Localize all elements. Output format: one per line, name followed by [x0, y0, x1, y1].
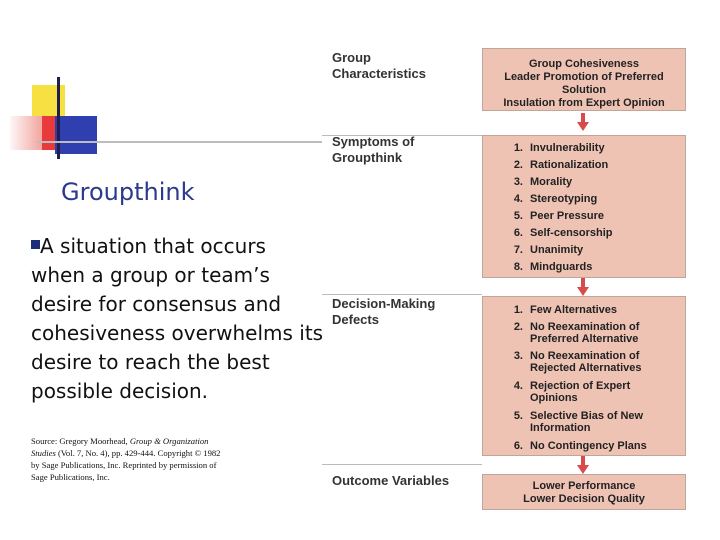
logo-blue-square	[55, 116, 97, 154]
slide-title: Groupthink	[61, 178, 195, 206]
title-divider-line	[37, 141, 322, 143]
body-text: A situation that occurs when a group or team’s desire for consensus and cohesiveness overwhelms its desire to reach the best possible decision.	[31, 234, 324, 403]
symptoms-box: 1. Invulnerability 2. Rationalization 3. Morality 4. Stereotyping 5. Peer Pressure 6. Self-censorship 7. Unanimity 8. Mindguards	[482, 135, 686, 278]
separator-line	[322, 294, 482, 295]
decision-defects-box: 1. Few Alternatives 2. No Reexamination of Preferred Alternative 3. No Reexamination of Rejected Alternatives 4. Rejection of Expert Opinions 5. Selective Bias of New Information 6. No Contingency Plans	[482, 296, 686, 456]
stage-label-decision-defects: Decision-Making Defects	[332, 296, 436, 327]
stage-label-group-characteristics: Group Characteristics	[332, 50, 426, 81]
separator-line	[322, 464, 482, 465]
source-citation: Source: Gregory Moorhead, Group & Organization Studies (Vol. 7, No. 4), pp. 429-444. Copyright © 1982 by Sage Publications, Inc. Reprinted by permission of Sage Publications, Inc.	[31, 436, 221, 482]
flow-arrow-icon	[577, 278, 589, 296]
list-item: Group Cohesiveness	[528, 58, 640, 70]
list-item: Insulation from Expert Opinion	[503, 97, 665, 109]
logo-red-square	[42, 116, 55, 150]
logo-gradient	[10, 116, 40, 150]
slide-body	[31, 232, 326, 406]
list-item: Leader Promotion of Preferred Solution	[504, 71, 664, 96]
stage-label-outcome-variables: Outcome Variables	[332, 473, 450, 488]
stage-label-symptoms: Symptoms of Groupthink	[332, 134, 415, 165]
list-item: Lower Decision Quality	[523, 493, 645, 505]
group-characteristics-box	[482, 48, 686, 111]
logo-yellow-square	[32, 85, 65, 118]
flow-arrow-icon	[577, 113, 589, 131]
outcome-variables-box	[482, 474, 686, 510]
flow-arrow-icon	[577, 456, 589, 474]
list-item: Lower Performance	[532, 480, 636, 492]
logo-vertical-line	[57, 77, 60, 159]
